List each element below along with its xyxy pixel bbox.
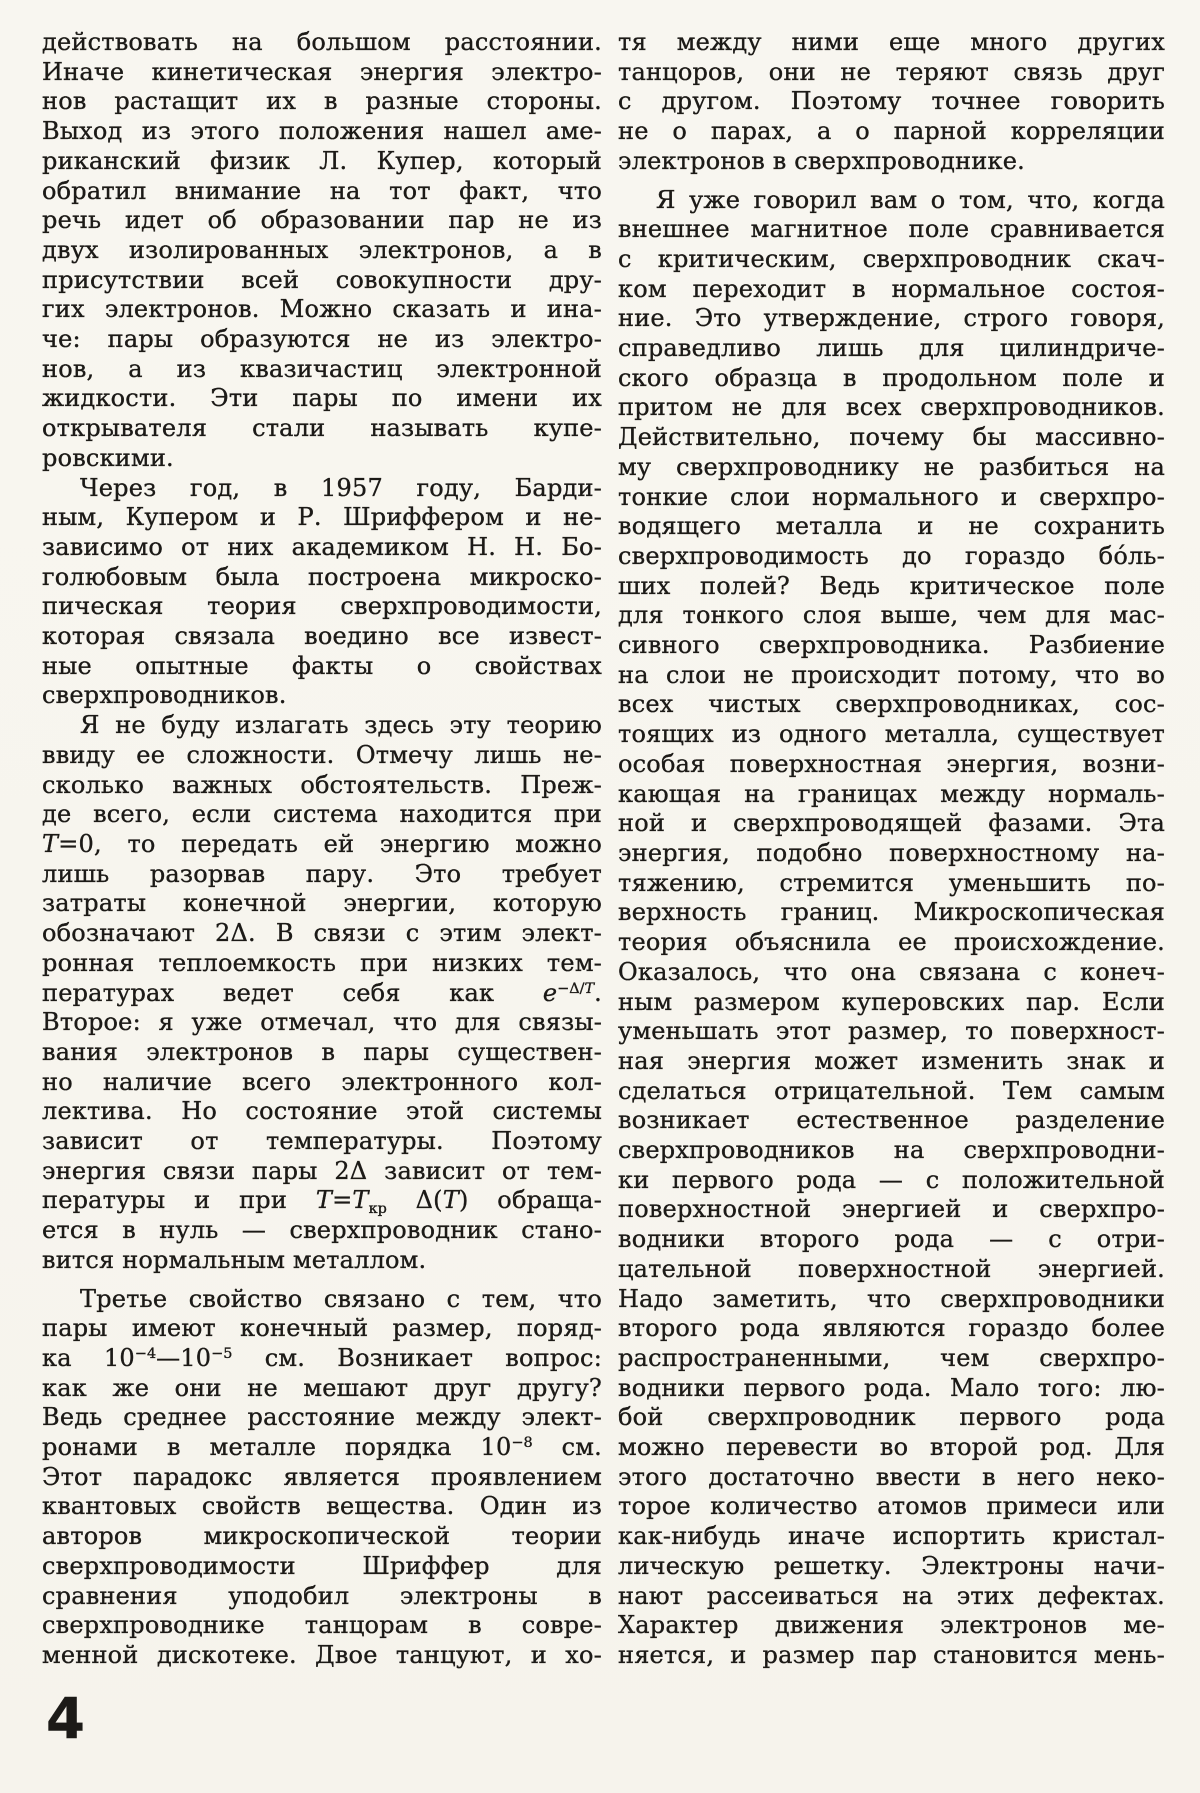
text-line: внешнее магнитное поле сравнивается <box>618 215 1165 244</box>
text-line: тонкие слои нормального и сверхпро- <box>618 482 1165 511</box>
text-line: речь идет об образовании пар не из <box>42 206 602 235</box>
text-line: не о парах, а о парной корреляции <box>618 117 1165 146</box>
text-line: квантовых свойств вещества. Один из <box>42 1492 602 1521</box>
text-line: нов растащит их в разные стороны. <box>42 87 602 116</box>
text-line: бой сверхпроводник первого рода <box>618 1403 1165 1432</box>
text-line: ввиду ее сложности. Отмечу лишь не- <box>42 740 602 769</box>
text-line: лическую решетку. Электроны начи- <box>618 1551 1165 1580</box>
text-line: действовать на большом расстоянии. <box>42 28 602 56</box>
text-line: зависимо от них академиком Н. Н. Бо- <box>42 532 602 561</box>
text-line: сверхпроводников. <box>42 681 287 710</box>
text-line: менной дискотеке. Двое танцуют, и хо- <box>42 1640 602 1669</box>
text-line: как-нибудь иначе испортить кристал- <box>618 1522 1165 1551</box>
page-number: 4 <box>46 1687 85 1752</box>
text-line: ные опытные факты о свойствах <box>42 651 602 680</box>
text-line: ным размером куперовских пар. Если <box>618 987 1165 1016</box>
text-line: справедливо лишь для цилиндриче- <box>618 334 1165 363</box>
text-line: голюбовым была построена микроско- <box>42 562 602 591</box>
text-line: сверхпроводимости Шриффер для <box>42 1551 602 1580</box>
text-line: на слои не происходит потому, что во <box>618 660 1165 689</box>
text-line: энергия связи пары 2Δ зависит от тем- <box>42 1156 602 1185</box>
text-line: второго рода являются гораздо более <box>618 1314 1165 1343</box>
text-line: сделаться отрицательной. Тем самым <box>618 1076 1165 1105</box>
text-line: зависит от температуры. Поэтому <box>42 1127 602 1156</box>
text-line: Второе: я уже отмечал, что для связы- <box>42 1008 602 1037</box>
text-line: ние. Это утверждение, строго говоря, <box>618 304 1165 333</box>
text-line: вания электронов в пары существен- <box>42 1037 602 1066</box>
text-line: торое количество атомов примеси или <box>618 1492 1165 1521</box>
text-line: ная энергия может изменить знак и <box>618 1046 1165 1075</box>
text-line: притом не для всех сверхпроводников. <box>618 393 1165 422</box>
text-line: пическая теория сверхпроводимости, <box>42 592 602 621</box>
text-line: но наличие всего электронного кол- <box>42 1067 602 1096</box>
paragraph <box>42 711 602 1275</box>
text-line: Ведь среднее расстояние между элект- <box>42 1403 602 1432</box>
paragraph <box>42 28 602 474</box>
text-line: сверхпроводников на сверхпроводни- <box>618 1136 1165 1165</box>
text-line: с другом. Поэтому точнее говорить <box>618 87 1165 116</box>
text-line: ровскими. <box>42 443 174 472</box>
text-line: обратил внимание на тот факт, что <box>42 176 602 205</box>
text-line: Характер движения электронов ме- <box>618 1611 1165 1640</box>
text-line: Третье свойство связано с тем, что <box>80 1284 602 1313</box>
text-line: кающая на границах между нормаль- <box>618 779 1165 808</box>
text-line: де всего, если система находится при <box>42 800 602 829</box>
text-line: можно перевести во второй род. Для <box>618 1433 1165 1462</box>
text-line: вится нормальным металлом. <box>42 1245 427 1274</box>
text-line: тоящих из одного металла, существует <box>618 720 1165 749</box>
text-line: возникает естественное разделение <box>618 1106 1165 1135</box>
text-line: всех чистых сверхпроводниках, сос- <box>618 690 1165 719</box>
text-line: Я не буду излагать здесь эту теорию <box>80 711 602 740</box>
text-line: ной и сверхпроводящей фазами. Эта <box>618 809 1165 838</box>
text-line: пары имеют конечный размер, поряд- <box>42 1314 602 1343</box>
text-line: водники второго рода — с отри- <box>618 1225 1165 1254</box>
text-line: Этот парадокс является проявлением <box>42 1462 602 1491</box>
text-line: теория объяснила ее происхождение. <box>618 928 1165 957</box>
text-line: лектива. Но состояние этой системы <box>42 1097 602 1126</box>
text-line: которая связала воедино все извест- <box>42 622 602 651</box>
text-line: цательной поверхностной энергией. <box>618 1254 1165 1283</box>
text-line: пературы и при $T=T_{кр}$ Δ(T) обраща- <box>42 1186 602 1218</box>
text-line: ского образца в продольном поле и <box>618 363 1165 392</box>
text-line: ком переходит в нормальное состоя- <box>618 274 1165 303</box>
text-line: Оказалось, что она связана с конеч- <box>618 957 1165 986</box>
text-line: двух изолированных электронов, а в <box>42 235 602 264</box>
text-line: ронами в металле порядка $10^{-8}$ см. <box>42 1433 603 1462</box>
text-line: ших полей? Ведь критическое поле <box>618 571 1165 600</box>
text-line: сравнения уподобил электроны в <box>42 1581 602 1610</box>
text-line: тя между ними еще много других <box>618 28 1165 56</box>
text-line: тяжению, стремится уменьшить по- <box>618 868 1165 897</box>
text-line: ка $10^{-4}—10^{-5}$ см. Возникает вопрос: <box>42 1343 602 1372</box>
text-line: электронов в сверхпроводнике. <box>618 146 1025 175</box>
text-line: Иначе кинетическая энергия электро- <box>42 57 602 86</box>
text-line: жидкости. Эти пары по имени их <box>42 384 602 413</box>
text-line: для тонкого слоя выше, чем для мас- <box>618 601 1165 630</box>
text-line: обозначают 2Δ. В связи с этим элект- <box>42 919 602 948</box>
text-line: поверхностной энергией и сверхпро- <box>618 1195 1165 1224</box>
text-line: риканский физик Л. Купер, который <box>42 146 602 175</box>
right-column <box>618 28 1165 1671</box>
text-line: Выход из этого положения нашел аме- <box>42 117 602 146</box>
text-line: Действительно, почему бы массивно- <box>618 423 1165 452</box>
text-line: как же они не мешают друг другу? <box>42 1373 602 1402</box>
text-line: авторов микроскопической теории <box>42 1522 602 1551</box>
paragraph <box>42 474 602 712</box>
paragraph <box>618 28 1165 177</box>
text-line: пературах ведет себя как $e^{-\Delta/T}$. <box>42 978 602 1007</box>
text-line: му сверхпроводнику не разбиться на <box>618 452 1165 481</box>
text-line: че: пары образуются не из электро- <box>42 325 602 354</box>
text-line: сколько важных обстоятельств. Преж- <box>42 770 602 799</box>
text-line: затраты конечной энергии, которую <box>42 889 602 918</box>
text-line: ронная теплоемкость при низких тем- <box>42 948 602 977</box>
text-line: Я уже говорил вам о том, что, когда <box>656 185 1165 214</box>
text-line: T=0, то передать ей энергию можно <box>42 829 602 858</box>
text-line: этого достаточно ввести в него неко- <box>618 1462 1165 1491</box>
text-line: танцоров, они не теряют связь друг <box>618 57 1165 86</box>
text-line: энергия, подобно поверхностному на- <box>618 838 1165 867</box>
text-line: няется, и размер пар становится мень- <box>618 1640 1165 1669</box>
text-line: уменьшать этот размер, то поверхност- <box>618 1017 1165 1046</box>
text-line: ется в нуль — сверхпроводник стано- <box>42 1216 602 1245</box>
text-line: нают рассеиваться на этих дефектах. <box>618 1581 1165 1610</box>
text-line: с критическим, сверхпроводник скач- <box>618 244 1165 273</box>
paragraph <box>618 186 1165 1671</box>
text-line: водники первого рода. Мало того: лю- <box>618 1373 1165 1402</box>
text-line: присутствии всей совокупности дру- <box>42 265 602 294</box>
text-line: распространенными, чем сверхпро- <box>618 1343 1165 1372</box>
text-line: особая поверхностная энергия, возни- <box>618 749 1165 778</box>
text-line: открывателя стали называть купе- <box>42 414 602 443</box>
text-line: ным, Купером и Р. Шриффером и не- <box>42 503 602 532</box>
text-line: лишь разорвав пару. Это требует <box>42 859 602 888</box>
left-column <box>42 28 602 1671</box>
text-line: сверхпроводнике танцорам в совре- <box>42 1611 602 1640</box>
text-line: сивного сверхпроводника. Разбиение <box>618 631 1165 660</box>
text-line: водящего металла и не сохранить <box>618 512 1165 541</box>
text-line: нов, а из квазичастиц электронной <box>42 354 602 383</box>
text-line: сверхпроводимость до гораздо бо́ль- <box>618 541 1165 570</box>
text-line: Надо заметить, что сверхпроводники <box>618 1284 1165 1313</box>
text-line: ки первого рода — с положительной <box>618 1165 1165 1194</box>
text-line: гих электронов. Можно сказать и ина- <box>42 295 602 324</box>
text-line: верхность границ. Микроскопическая <box>618 898 1165 927</box>
text-line: Через год, в 1957 году, Барди- <box>80 473 602 502</box>
paragraph <box>42 1285 602 1671</box>
